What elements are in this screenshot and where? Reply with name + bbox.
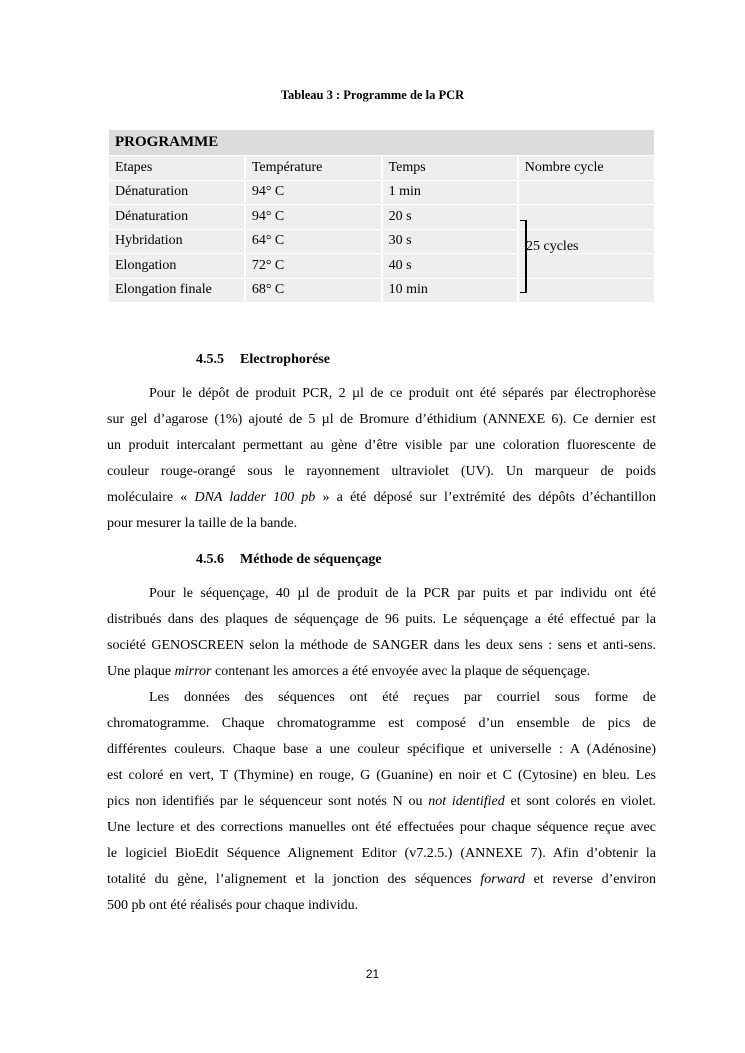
text-line: distribués dans des plaques de séquençage de 96 puits. Le séquençage a été effectué par la bbox=[107, 612, 656, 627]
text-line: le logiciel BioEdit Séquence Alignement Editor (v7.2.5.) (ANNEXE 7). Afin d’obtenir la bbox=[107, 846, 656, 861]
text-line: pics non identifiés par le séquenceur sont notés N ou not identified et sont colorés en violet. bbox=[107, 794, 657, 809]
table-cell bbox=[519, 279, 654, 303]
table-cell: Hybridation bbox=[109, 230, 244, 254]
table-cell: Elongation finale bbox=[109, 279, 244, 303]
text-line: société GENOSCREEN selon la méthode de SANGER dans les deux sens : sens et anti-sens. bbox=[107, 638, 656, 653]
italic-term: mirror bbox=[174, 664, 212, 679]
table-cell: Dénaturation bbox=[109, 205, 244, 229]
section-title: Méthode de séquençage bbox=[240, 552, 382, 567]
page-number: 21 bbox=[365, 967, 380, 981]
table-cell: 1 min bbox=[383, 181, 517, 205]
section-heading-sequencage bbox=[196, 552, 382, 568]
table-cell: Elongation bbox=[109, 254, 244, 278]
text-line: Une plaque mirror contenant les amorces a été envoyée avec la plaque de séquençage. bbox=[107, 664, 591, 679]
text-line: 500 pb ont été réalisés pour chaque individu. bbox=[107, 898, 359, 913]
table-cell: 10 min bbox=[383, 279, 517, 303]
text-line: Une lecture et des corrections manuelles ont été effectuées pour chaque séquence reçue avec bbox=[107, 820, 656, 835]
italic-term: forward bbox=[480, 872, 525, 887]
table-title-row bbox=[109, 130, 654, 155]
header-etapes: Etapes bbox=[109, 156, 244, 180]
table-cell bbox=[519, 205, 654, 229]
section-number: 4.5.5 bbox=[196, 352, 224, 367]
table-header-row bbox=[109, 156, 654, 180]
cycle-bracket bbox=[520, 220, 527, 293]
text-line: moléculaire « DNA ladder 100 pb » a été déposé sur l’extrémité des dépôts d’échantillon bbox=[107, 490, 656, 505]
section-number: 4.5.6 bbox=[196, 552, 224, 567]
text-line: différentes couleurs. Chaque base a une couleur spécifique et universelle : A (Adénosine) bbox=[107, 742, 656, 757]
header-nombre-cycle: Nombre cycle bbox=[519, 156, 654, 180]
table-cell: 30 s bbox=[383, 230, 517, 254]
header-temps: Temps bbox=[383, 156, 517, 180]
text-line: un produit intercalant permettant au gène d’être visible par une coloration fluorescente de bbox=[107, 438, 656, 453]
text-line: Pour le séquençage, 40 µl de produit de la PCR par puits et par individu ont été bbox=[149, 586, 656, 601]
text-line: Pour le dépôt de produit PCR, 2 µl de ce produit ont été séparés par électrophorèse bbox=[149, 386, 656, 401]
italic-term: DNA ladder 100 pb bbox=[194, 490, 316, 505]
paragraph-sequencage bbox=[107, 581, 656, 919]
section-title: Electrophorése bbox=[240, 352, 330, 367]
text-line: Les données des séquences ont été reçues par courriel sous forme de bbox=[149, 690, 656, 705]
table-caption: Tableau 3 : Programme de la PCR bbox=[280, 88, 465, 102]
text-line: sur gel d’agarose (1%) ajouté de 5 µl de Bromure d’éthidium (ANNEXE 6). Ce dernier est bbox=[107, 412, 656, 427]
paragraph-electrophorese bbox=[107, 381, 656, 537]
table-cell: 94° C bbox=[246, 205, 381, 229]
table-row bbox=[109, 205, 654, 229]
table-row bbox=[109, 254, 654, 278]
table-cell: 94° C bbox=[246, 181, 381, 205]
table-cell: 64° C bbox=[246, 230, 381, 254]
table-cell bbox=[519, 254, 654, 278]
table-title: PROGRAMME bbox=[109, 130, 654, 155]
text-line: pour mesurer la taille de la bande. bbox=[107, 516, 298, 531]
text-line: chromatogramme. Chaque chromatogramme est composé d’un ensemble de pics de bbox=[107, 716, 656, 731]
text-line: est coloré en vert, T (Thymine) en rouge, G (Guanine) en noir et C (Cytosine) en bleu. Les bbox=[107, 768, 656, 783]
text-line: couleur rouge-orangé sous le rayonnement ultraviolet (UV). Un marqueur de poids bbox=[107, 464, 656, 479]
table-cell: 68° C bbox=[246, 279, 381, 303]
table-cell: 72° C bbox=[246, 254, 381, 278]
table-cell: 40 s bbox=[383, 254, 517, 278]
italic-term: not identified bbox=[428, 794, 505, 809]
table-cell: 20 s bbox=[383, 205, 517, 229]
table-cell: Dénaturation bbox=[109, 181, 244, 205]
pcr-program-table bbox=[107, 129, 656, 303]
table-row bbox=[109, 279, 654, 303]
table-row bbox=[109, 181, 654, 205]
table-cell bbox=[519, 181, 654, 205]
section-heading-electrophorese bbox=[196, 352, 330, 368]
header-temperature: Température bbox=[246, 156, 381, 180]
text-line: totalité du gène, l’alignement et la jonction des séquences forward et reverse d’environ bbox=[107, 872, 656, 887]
cycles-label: 25 cycles bbox=[526, 239, 579, 254]
